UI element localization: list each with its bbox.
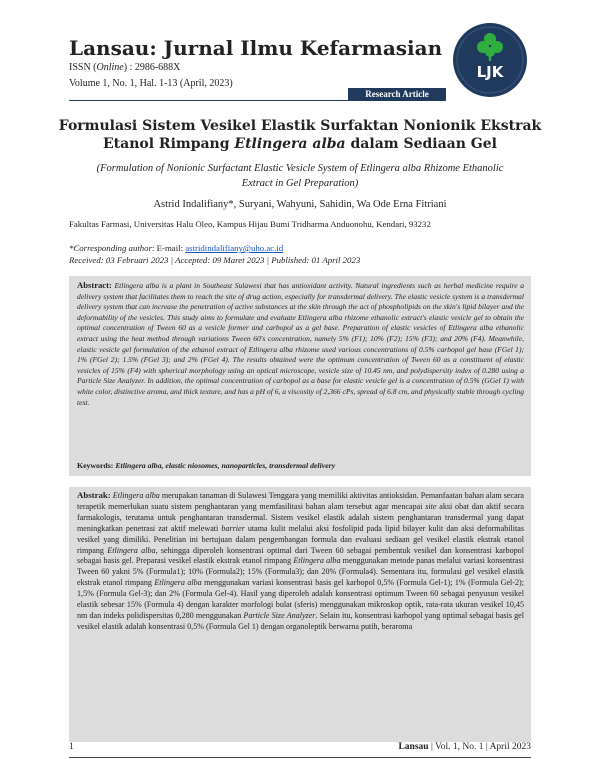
issn-online: Online <box>96 62 124 73</box>
english-abstract <box>77 280 524 408</box>
abstrak-italic-7: Particle Size Analyzer <box>243 610 316 620</box>
title-part-b: dalam Sediaan Gel <box>345 136 497 152</box>
keywords-label: Keywords: <box>77 461 116 470</box>
abstrak-text-1: merupakan tanaman di Sulawesi Tenggara yang memiliki aktivitas antioksidan. Pemanfaatan bahan alam secara terapetik memerlukan suatu sistem penghantaran yang memfasilitasi bahan alam tersebut agar mencapai <box>77 491 524 511</box>
journal-logo <box>452 22 528 98</box>
header-rule <box>69 100 446 101</box>
abstrak-text-5: menggunakan metode panas melalui variasi konsentrasi Tween 60 yakni 5% (Formula1); 10% (Formula2); 15% (Formula3); dan 20% (Formula4). Sementara itu, formulasi gel vesikel elastik ekstrak etanol rimpang <box>77 556 524 588</box>
abstrak-species-5: Etlingera alba <box>293 556 341 566</box>
abstrak-species-1: Etlingera alba <box>112 491 160 500</box>
title-part-a: Etanol Rimpang <box>103 136 235 152</box>
footer-journal: Lansau <box>398 742 429 752</box>
footer-volume: | Vol. 1, No. 1 | April 2023 <box>428 742 531 752</box>
abstrak-label: Abstrak: <box>77 490 111 500</box>
issn-line <box>69 62 180 73</box>
article-dates: Received: 03 Februari 2023 | Accepted: 09 Maret 2023 | Published: 01 April 2023 <box>69 255 361 265</box>
abstrak-species-6: Etlingera alba <box>154 578 202 588</box>
abstrak-italic-3: barrier <box>221 523 245 533</box>
indonesian-abstract <box>77 490 524 633</box>
abstrak-italic-2: site <box>425 501 437 511</box>
affiliation: Fakultas Farmasi, Universitas Halu Oleo, Kampus Hijau Bumi Tridharma Anduonohu, Kendari, 93232 <box>69 219 431 229</box>
abstrak-text-6: menggunakan variasi konsentrasi basis gel karbopol 0,5% (Formula Gel-1); 1% (Formula Gel-2); 1,5% (Formula Gel-3); dan 2% (Formula Gel-4). Hasil yang diperoleh adalah konsentrasi optimum Tween 60 sebagai penyusun vesikel elastik sebesar 15% (Formula 4) dengan karakter morfologi bulat (sferis) menggunakan mikroskop optik, rata-rata ukuran vesikel 10,45 nm dan indeks polidispersitas 0,280 menggunakan <box>77 578 524 620</box>
abstrak-text-4: , sehingga diperoleh konsentrasi optimal dari Tween 60 sebagai pembentuk vesikel dan konsentrasi karbopol sebagai basis gel. Preparasi vesikel elastik ekstrak etanol rimpang <box>77 545 524 566</box>
journal-title: Lansau: Jurnal Ilmu Kefarmasian <box>69 36 443 60</box>
corresponding-author <box>69 243 283 253</box>
volume-info: Volume 1, No. 1, Hal. 1-13 (April, 2023) <box>69 78 233 89</box>
article-title-line1: Formulasi Sistem Vesikel Elastik Surfaktan Nonionik Ekstrak <box>58 118 542 134</box>
issn-suffix: ) : 2986-688X <box>123 62 181 73</box>
author-list: Astrid Indalifiany*, Suryani, Wahyuni, Sahidin, Wa Ode Erna Fitriani <box>153 199 447 210</box>
journal-logo-icon <box>452 22 528 98</box>
abstract-text: Etlingera alba is a plant in Southeast Sulawesi that has antioxidant activity. Natural ingredients such as herbal medicine require a delivery system that facilitates them to reach the site of drug action, especially for transdermal delivery. The elastic vesicle system is a transdermal delivery system that can increase the penetration of active substances at the skin through the act of phospholipids on the skin's lipid bilayer and the deformability of the vesicles. This study aims to formulate and evaluate Etlingera alba rhizome ethanolic extract's elastic vesicle gel to obtain the optimal concentration of Tween 60 as a vesicle former and carbopol as a gel base. Preparation of elastic vesicles of Etlingera alba ethanolic extract using the heat method through variations Tween 60's concentration, namely 5% (F1); 10% (F2); 15% (F3); and 20% (F4). Meanwhile, elastic vesicle gel formulation of the ethanol extract of Etlingera alba rhizome used various concentrations of 0.5% carbopol gel base (FGel 1); 1% (FGel 2); 1.5% (FGel 3); and 2% (FGel 4). The results obtained were the optimum concentration of Tween 60 as a constituent of elastic vesicles of 15% (F4) with spherical morphology using an optical microscope, vesicle size of 10.45 nm, and polydispersity index of 0.280 using a Particle Size Analyzer. In addition, the optimal concentration of carbopol as a base for elastic vesicle gel is a concentration of 0.5% (GGel 1) with white color, distinctive aroma, and thick texture, and has a pH of 6, a viscosity of 2,366 cPs, spread of 6.8 cm, and physically stable through cycling test. <box>77 281 524 407</box>
footer-info <box>398 742 531 752</box>
abstrak-species-4: Etlingera alba <box>107 545 156 555</box>
article-type-badge: Research Article <box>348 88 446 101</box>
issn-prefix: ISSN ( <box>69 62 97 73</box>
english-title-line2: Extract in Gel Preparation) <box>241 178 359 189</box>
english-title-line1: (Formulation of Nonionic Surfactant Elastic Vesicle System of Etlingera alba Rhizome Ethanolic <box>96 163 504 174</box>
footer-rule <box>69 757 531 758</box>
corresponding-label: *Corresponding author <box>69 243 153 253</box>
article-title-line2 <box>40 136 560 152</box>
abstrak-text-7: . Selain itu, konsentrasi karbopol yang optimal sebagai basis gel vesikel elastik adalah konsentrasi 0,5% (Formula Gel 1) dengan organoleptik berwarna putih, beraroma <box>77 610 524 631</box>
email-label: : E-mail: <box>152 243 186 253</box>
abstract-label: Abstract: <box>77 280 112 290</box>
title-species: Etlingera alba <box>234 136 346 152</box>
page-number: 1 <box>69 742 74 752</box>
logo-text: LJK <box>476 63 504 81</box>
abstrak-text-3: utama kulit melalui aksi fosfolipid pada lipid bilayer kulit dan aksi deformabilitas vesikel yang dimiliki. Penelitian ini bertujuan dalam pengembangan formula dan evaluasi sediaan gel vesikel elastik ekstrak etanol rimpang <box>77 523 524 555</box>
keywords-text: Etlingera alba, elastic niosomes, nanoparticles, transdermal delivery <box>115 461 336 470</box>
keywords <box>77 461 335 470</box>
abstrak-text-2: aksi obat dan aktif secara farmakologis, terutama untuk penghantaran transdermal. Sistem vesikel elastik adalah sistem penghantaran transdermal yang dapat meningkatkan penetrasi zat aktif melewati <box>77 501 524 533</box>
email-link[interactable]: astridindalifiany@uho.ac.id <box>185 243 284 253</box>
